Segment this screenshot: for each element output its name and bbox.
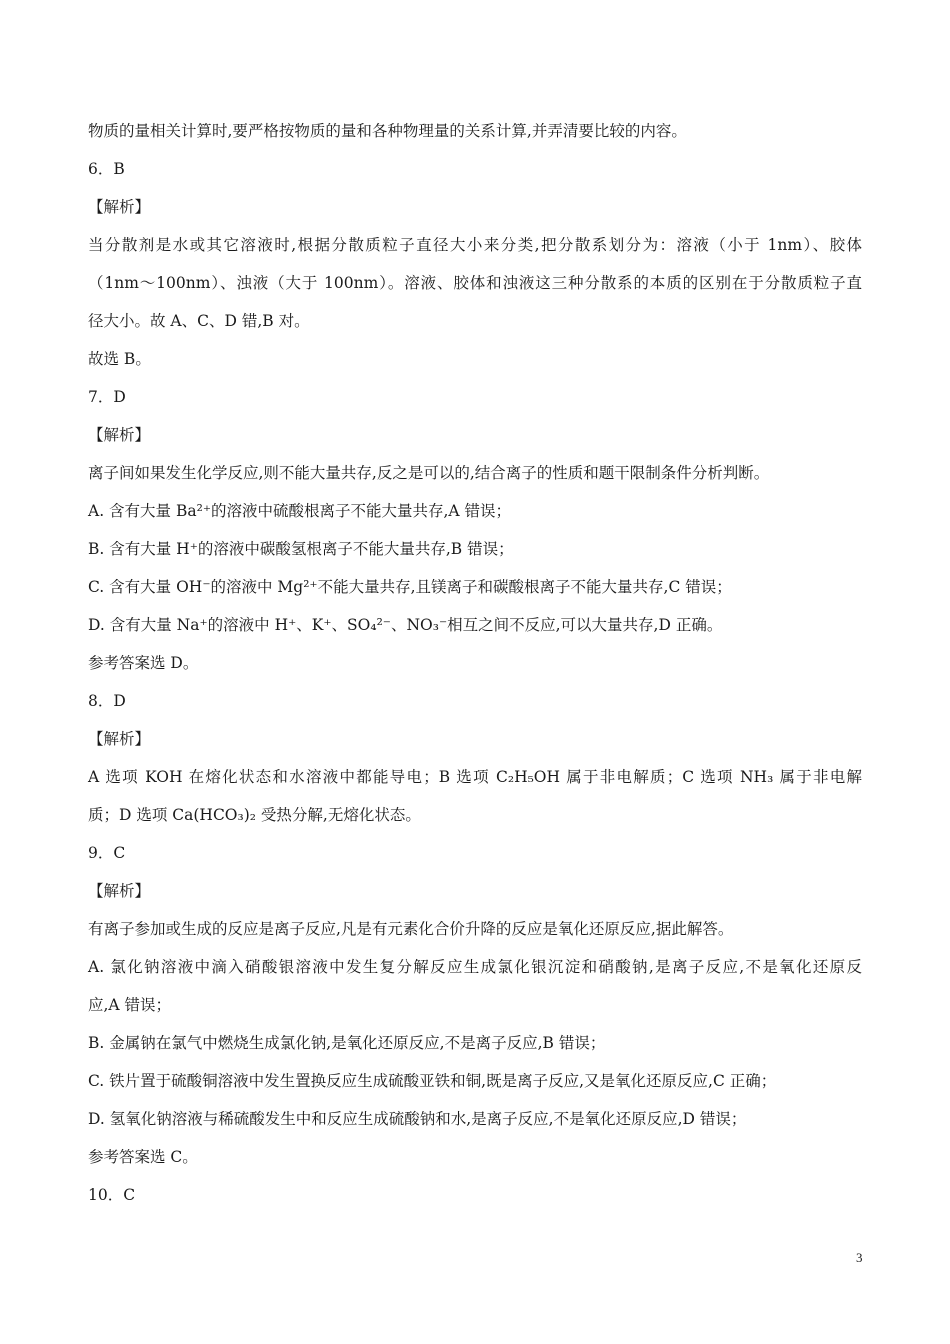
- text-line: 参考答案选 D。: [88, 654, 199, 672]
- text-line: B. 含有大量 H⁺的溶液中碳酸氢根离子不能大量共存,B 错误；: [88, 540, 514, 558]
- text-line: 当分散剂是水或其它溶液时,根据分散质粒子直径大小来分类,把分散系划分为：溶液（小于 1nm）、胶体: [88, 236, 862, 254]
- analysis-label: 【解析】: [88, 730, 151, 748]
- text-line: 径大小。故 A、C、D 错,B 对。: [88, 312, 310, 330]
- text-line: A. 氯化钠溶液中滴入硝酸银溶液中发生复分解反应生成氯化银沉淀和硝酸钠,是离子反应,不是氧化还原反: [88, 958, 862, 976]
- text-line: D. 氢氧化钠溶液与稀硫酸发生中和反应生成硫酸钠和水,是离子反应,不是氧化还原反应,D 错误；: [88, 1110, 747, 1128]
- page-number: 3: [856, 1250, 863, 1265]
- text-line: 有离子参加或生成的反应是离子反应,凡是有元素化合价升降的反应是氧化还原反应,据此解答。: [88, 920, 734, 938]
- analysis-label: 【解析】: [88, 198, 151, 216]
- analysis-label: 【解析】: [88, 882, 151, 900]
- answer-heading-7: 7．D: [88, 388, 126, 406]
- text-line: 质；D 选项 Ca(HCO₃)₂ 受热分解,无熔化状态。: [88, 806, 421, 824]
- answer-heading-8: 8．D: [88, 692, 126, 710]
- answer-heading-10: 10．C: [88, 1186, 136, 1204]
- text-line: 物质的量相关计算时,要严格按物质的量和各种物理量的关系计算,并弄清要比较的内容。: [88, 122, 687, 140]
- answer-heading-6: 6．B: [88, 160, 125, 178]
- text-line: D. 含有大量 Na⁺的溶液中 H⁺、K⁺、SO₄²⁻、NO₃⁻相互之间不反应,可以大量共存,D 正确。: [88, 616, 723, 634]
- answer-heading-9: 9．C: [88, 844, 126, 862]
- text-line: A 选项 KOH 在熔化状态和水溶液中都能导电；B 选项 C₂H₅OH 属于非电解质；C 选项 NH₃ 属于非电解: [88, 768, 862, 786]
- text-line: C. 含有大量 OH⁻的溶液中 Mg²⁺不能大量共存,且镁离子和碳酸根离子不能大量共存,C 错误；: [88, 578, 732, 596]
- text-line: 应,A 错误；: [88, 996, 172, 1014]
- text-line: B. 金属钠在氯气中燃烧生成氯化钠,是氧化还原反应,不是离子反应,B 错误；: [88, 1034, 606, 1052]
- text-line: 故选 B。: [88, 350, 151, 368]
- text-line: 离子间如果发生化学反应,则不能大量共存,反之是可以的,结合离子的性质和题干限制条件分析判断。: [88, 464, 770, 482]
- analysis-label: 【解析】: [88, 426, 151, 444]
- text-line: A. 含有大量 Ba²⁺的溶液中硫酸根离子不能大量共存,A 错误；: [88, 502, 512, 520]
- text-line: C. 铁片置于硫酸铜溶液中发生置换反应生成硫酸亚铁和铜,既是离子反应,又是氧化还原反应,C 正确；: [88, 1072, 777, 1090]
- text-line: （1nm～100nm）、浊液（大于 100nm）。溶液、胶体和浊液这三种分散系的本质的区别在于分散质粒子直: [88, 274, 862, 292]
- text-line: 参考答案选 C。: [88, 1148, 198, 1166]
